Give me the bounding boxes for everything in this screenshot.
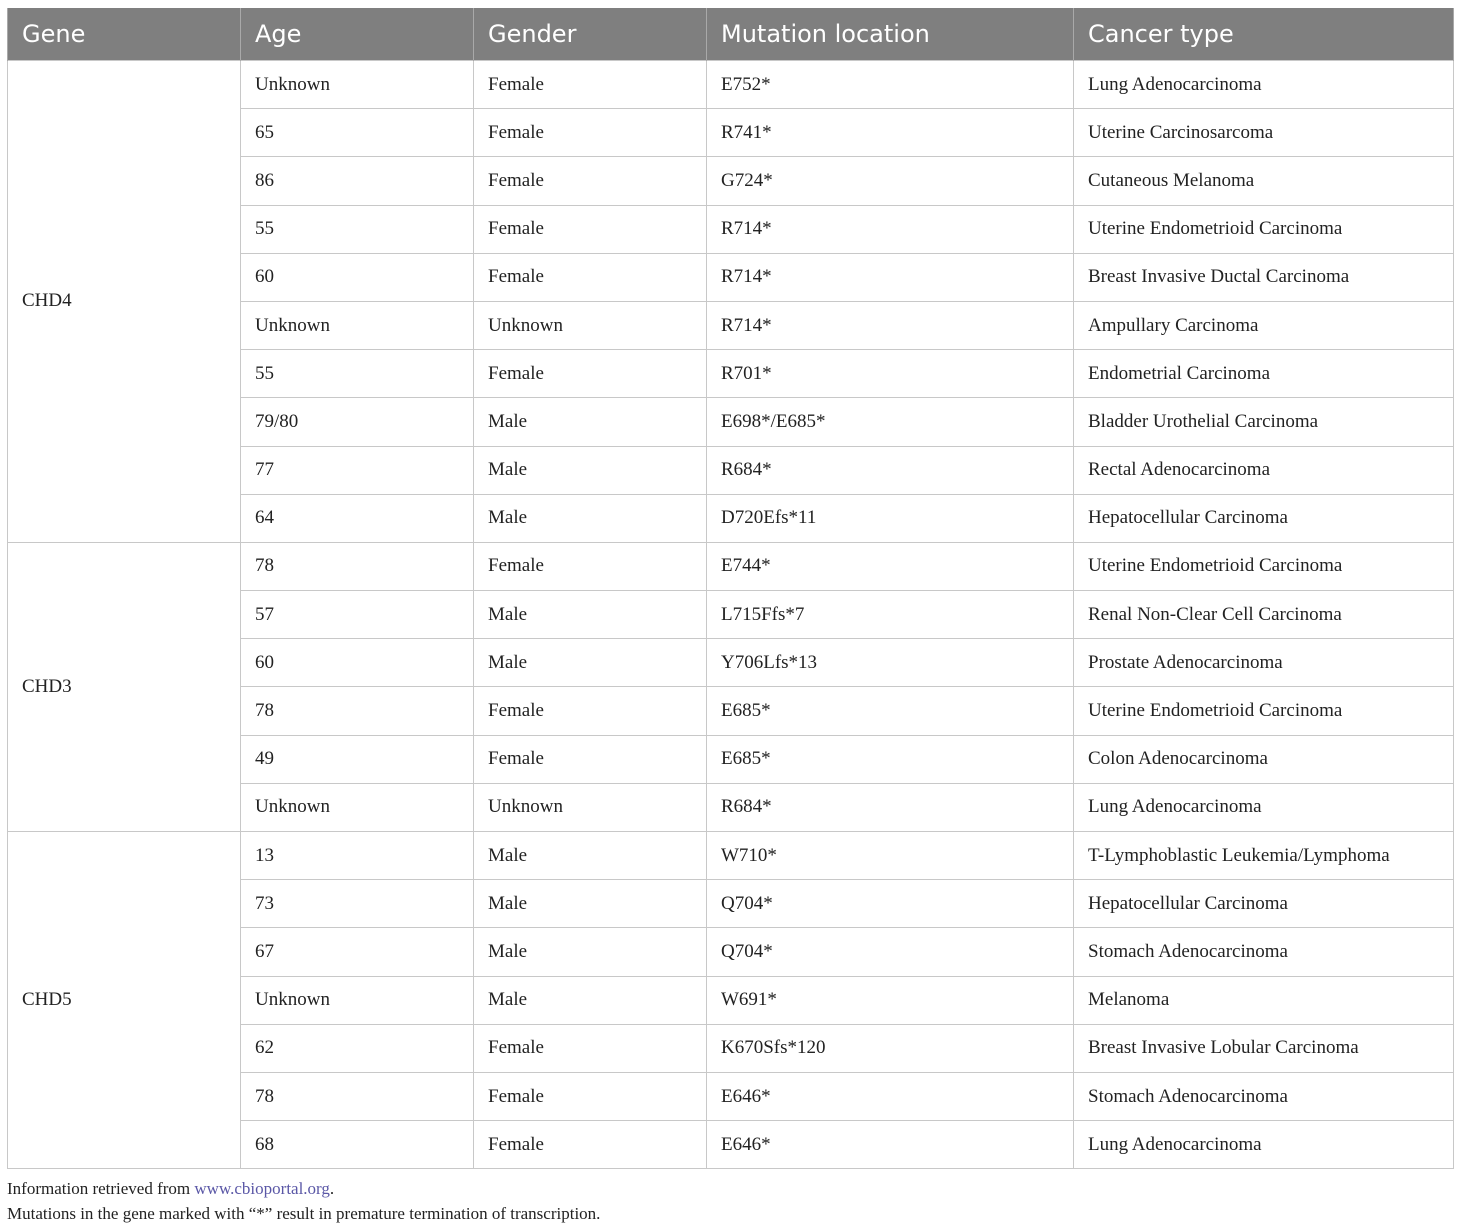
age-cell: 73 (241, 880, 474, 928)
gender-cell: Male (474, 928, 707, 976)
age-cell: 86 (241, 157, 474, 205)
age-cell: 55 (241, 205, 474, 253)
header-gene: Gene (8, 8, 241, 61)
age-cell: Unknown (241, 976, 474, 1024)
mutation-location-cell: R741* (707, 109, 1074, 157)
cancer-type-cell: Uterine Endometrioid Carcinoma (1074, 205, 1454, 253)
mutation-location-cell: Q704* (707, 928, 1074, 976)
gender-cell: Female (474, 687, 707, 735)
age-cell: 62 (241, 1024, 474, 1072)
cancer-type-cell: Renal Non-Clear Cell Carcinoma (1074, 591, 1454, 639)
gender-cell: Female (474, 109, 707, 157)
gender-cell: Male (474, 880, 707, 928)
cancer-type-cell: Hepatocellular Carcinoma (1074, 880, 1454, 928)
mutation-location-cell: E698*/E685* (707, 398, 1074, 446)
cancer-type-cell: Ampullary Carcinoma (1074, 301, 1454, 349)
gender-cell: Female (474, 1121, 707, 1169)
age-cell: 60 (241, 253, 474, 301)
footnote-text: Information retrieved from (7, 1179, 195, 1198)
mutation-location-cell: E752* (707, 61, 1074, 109)
gender-cell: Male (474, 832, 707, 880)
cancer-type-cell: Bladder Urothelial Carcinoma (1074, 398, 1454, 446)
age-cell: 67 (241, 928, 474, 976)
gender-cell: Male (474, 639, 707, 687)
mutation-location-cell: Y706Lfs*13 (707, 639, 1074, 687)
age-cell: Unknown (241, 301, 474, 349)
gender-cell: Unknown (474, 783, 707, 831)
age-cell: 64 (241, 494, 474, 542)
footnote-asterisk: Mutations in the gene marked with “*” result in premature termination of transcription. (7, 1204, 601, 1223)
cancer-type-cell: Breast Invasive Lobular Carcinoma (1074, 1024, 1454, 1072)
mutation-location-cell: R714* (707, 301, 1074, 349)
cancer-type-cell: Lung Adenocarcinoma (1074, 783, 1454, 831)
gender-cell: Female (474, 350, 707, 398)
mutation-location-cell: R714* (707, 205, 1074, 253)
mutation-location-cell: W710* (707, 832, 1074, 880)
mutation-location-cell: Q704* (707, 880, 1074, 928)
gene-cell: CHD5 (8, 832, 241, 1169)
table-row (8, 61, 1454, 109)
gender-cell: Female (474, 61, 707, 109)
age-cell: 78 (241, 687, 474, 735)
gender-cell: Female (474, 157, 707, 205)
cbioportal-link[interactable]: www.cbioportal.org (194, 1179, 330, 1198)
mutation-table (7, 8, 1454, 1169)
header-age: Age (241, 8, 474, 61)
gender-cell: Female (474, 253, 707, 301)
mutation-location-cell: E646* (707, 1121, 1074, 1169)
cancer-type-cell: Uterine Endometrioid Carcinoma (1074, 687, 1454, 735)
age-cell: 65 (241, 109, 474, 157)
age-cell: 60 (241, 639, 474, 687)
age-cell: 49 (241, 735, 474, 783)
mutation-location-cell: R714* (707, 253, 1074, 301)
age-cell: Unknown (241, 783, 474, 831)
cancer-type-cell: Breast Invasive Ductal Carcinoma (1074, 253, 1454, 301)
table-row (8, 832, 1454, 880)
cancer-type-cell: Stomach Adenocarcinoma (1074, 1072, 1454, 1120)
mutation-location-cell: R701* (707, 350, 1074, 398)
mutation-location-cell: G724* (707, 157, 1074, 205)
cancer-type-cell: Prostate Adenocarcinoma (1074, 639, 1454, 687)
mutation-location-cell: D720Efs*11 (707, 494, 1074, 542)
gender-cell: Unknown (474, 301, 707, 349)
gender-cell: Female (474, 542, 707, 590)
header-gender: Gender (474, 8, 707, 61)
mutation-location-cell: R684* (707, 446, 1074, 494)
age-cell: 13 (241, 832, 474, 880)
mutation-location-cell: E744* (707, 542, 1074, 590)
cancer-type-cell: Uterine Carcinosarcoma (1074, 109, 1454, 157)
table-row (8, 542, 1454, 590)
mutation-location-cell: E685* (707, 687, 1074, 735)
gender-cell: Female (474, 1072, 707, 1120)
gender-cell: Female (474, 205, 707, 253)
mutation-location-cell: L715Ffs*7 (707, 591, 1074, 639)
header-cancer-type: Cancer type (1074, 8, 1454, 61)
cancer-type-cell: Stomach Adenocarcinoma (1074, 928, 1454, 976)
age-cell: 78 (241, 1072, 474, 1120)
gender-cell: Female (474, 1024, 707, 1072)
cancer-type-cell: Uterine Endometrioid Carcinoma (1074, 542, 1454, 590)
age-cell: 55 (241, 350, 474, 398)
mutation-location-cell: W691* (707, 976, 1074, 1024)
age-cell: Unknown (241, 61, 474, 109)
cancer-type-cell: Rectal Adenocarcinoma (1074, 446, 1454, 494)
age-cell: 57 (241, 591, 474, 639)
age-cell: 78 (241, 542, 474, 590)
age-cell: 77 (241, 446, 474, 494)
cancer-type-cell: Colon Adenocarcinoma (1074, 735, 1454, 783)
footnote-source (7, 1179, 334, 1199)
mutation-location-cell: R684* (707, 783, 1074, 831)
cancer-type-cell: Lung Adenocarcinoma (1074, 1121, 1454, 1169)
age-cell: 79/80 (241, 398, 474, 446)
cancer-type-cell: Melanoma (1074, 976, 1454, 1024)
gender-cell: Male (474, 976, 707, 1024)
gender-cell: Female (474, 735, 707, 783)
cancer-type-cell: Hepatocellular Carcinoma (1074, 494, 1454, 542)
cancer-type-cell: T-Lymphoblastic Leukemia/Lymphoma (1074, 832, 1454, 880)
mutation-location-cell: E685* (707, 735, 1074, 783)
gender-cell: Male (474, 494, 707, 542)
gender-cell: Male (474, 398, 707, 446)
mutation-location-cell: K670Sfs*120 (707, 1024, 1074, 1072)
gene-cell: CHD3 (8, 542, 241, 831)
gender-cell: Male (474, 446, 707, 494)
cancer-type-cell: Endometrial Carcinoma (1074, 350, 1454, 398)
header-mutation-location: Mutation location (707, 8, 1074, 61)
footnote-period: . (329, 1179, 335, 1198)
cancer-type-cell: Lung Adenocarcinoma (1074, 61, 1454, 109)
age-cell: 68 (241, 1121, 474, 1169)
mutation-location-cell: E646* (707, 1072, 1074, 1120)
gene-cell: CHD4 (8, 61, 241, 543)
gender-cell: Male (474, 591, 707, 639)
header-row (8, 8, 1454, 61)
cancer-type-cell: Cutaneous Melanoma (1074, 157, 1454, 205)
